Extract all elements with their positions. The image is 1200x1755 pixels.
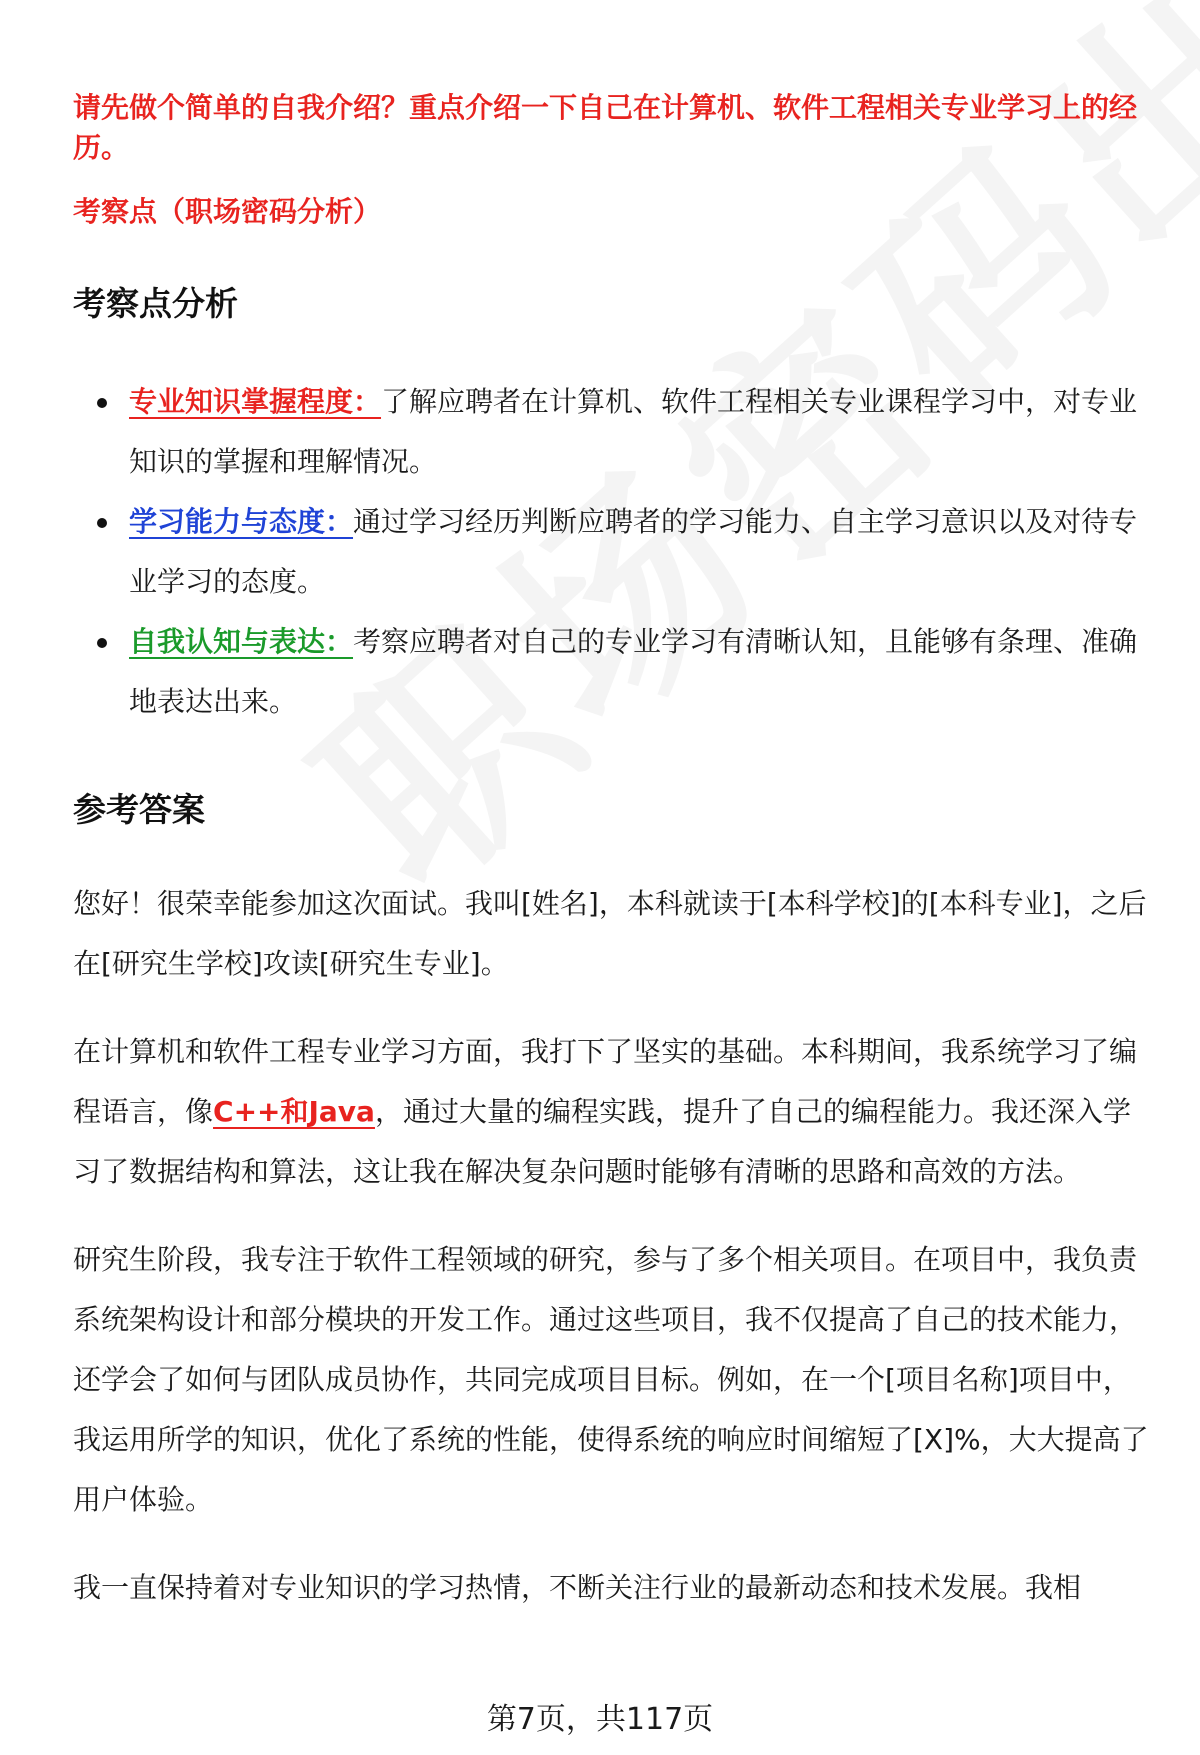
bullet-icon bbox=[97, 518, 107, 528]
analysis-heading: 考察点分析 bbox=[73, 284, 238, 323]
point-text: 通过学习经历判断应聘者的学习能力、自主学习意识以及对待专业学习的态度。 bbox=[129, 505, 1138, 598]
paragraph-text: ，通过大量的编程实践，提升了自己的编程能力。我还深入学习了数据结构和算法，这让我在解决复杂问题时能够有清晰的思路和高效的方法。 bbox=[73, 1095, 1131, 1188]
list-item bbox=[73, 492, 1153, 612]
bullet-icon bbox=[97, 638, 107, 648]
point-key: 专业知识掌握程度： bbox=[129, 385, 382, 418]
point-text: 考察应聘者对自己的专业学习有清晰认知，且能够有条理、准确地表达出来。 bbox=[129, 625, 1138, 718]
answer-paragraph-4: 我一直保持着对专业知识的学习热情，不断关注行业的最新动态和技术发展。我相 bbox=[73, 1571, 1082, 1604]
point-key: 自我认知与表达： bbox=[129, 625, 354, 658]
answer-heading: 参考答案 bbox=[73, 790, 205, 829]
interview-question: 请先做个简单的自我介绍？重点介绍一下自己在计算机、软件工程相关专业学习上的经历。 bbox=[73, 91, 1138, 164]
bullet-icon bbox=[97, 398, 107, 408]
point-text: 了解应聘者在计算机、软件工程相关专业课程学习中，对专业知识的掌握和理解情况。 bbox=[129, 385, 1138, 478]
page-number: 第7页，共117页 bbox=[486, 1702, 714, 1737]
question-subtitle: 考察点（职场密码分析） bbox=[73, 195, 382, 228]
paragraph-text: 在计算机和软件工程专业学习方面，我打下了坚实的基础。本科期间，我系统学习了编程语言，像 bbox=[73, 1035, 1138, 1128]
answer-paragraph-3: 研究生阶段，我专注于软件工程领域的研究，参与了多个相关项目。在项目中，我负责系统架构设计和部分模块的开发工作。通过这些项目，我不仅提高了自己的技术能力，还学会了如何与团队成员协作，共同完成项目目标。例如，在一个[项目名称]项目中，我运用所学的知识，优化了系统的性能，使得系统的响应时间缩短了[X]%，大大提高了用户体验。 bbox=[73, 1243, 1149, 1516]
answer-paragraph-1: 您好！很荣幸能参加这次面试。我叫[姓名]，本科就读于[本科学校]的[本科专业]，之后在[研究生学校]攻读[研究生专业]。 bbox=[73, 887, 1147, 980]
page-content bbox=[73, 88, 1153, 1618]
analysis-list bbox=[73, 372, 1153, 732]
list-item bbox=[73, 612, 1153, 732]
highlight-languages: C++和Java bbox=[213, 1095, 375, 1128]
point-key: 学习能力与态度： bbox=[129, 505, 354, 538]
list-item bbox=[73, 372, 1153, 492]
answer-paragraph-2 bbox=[73, 1022, 1153, 1202]
